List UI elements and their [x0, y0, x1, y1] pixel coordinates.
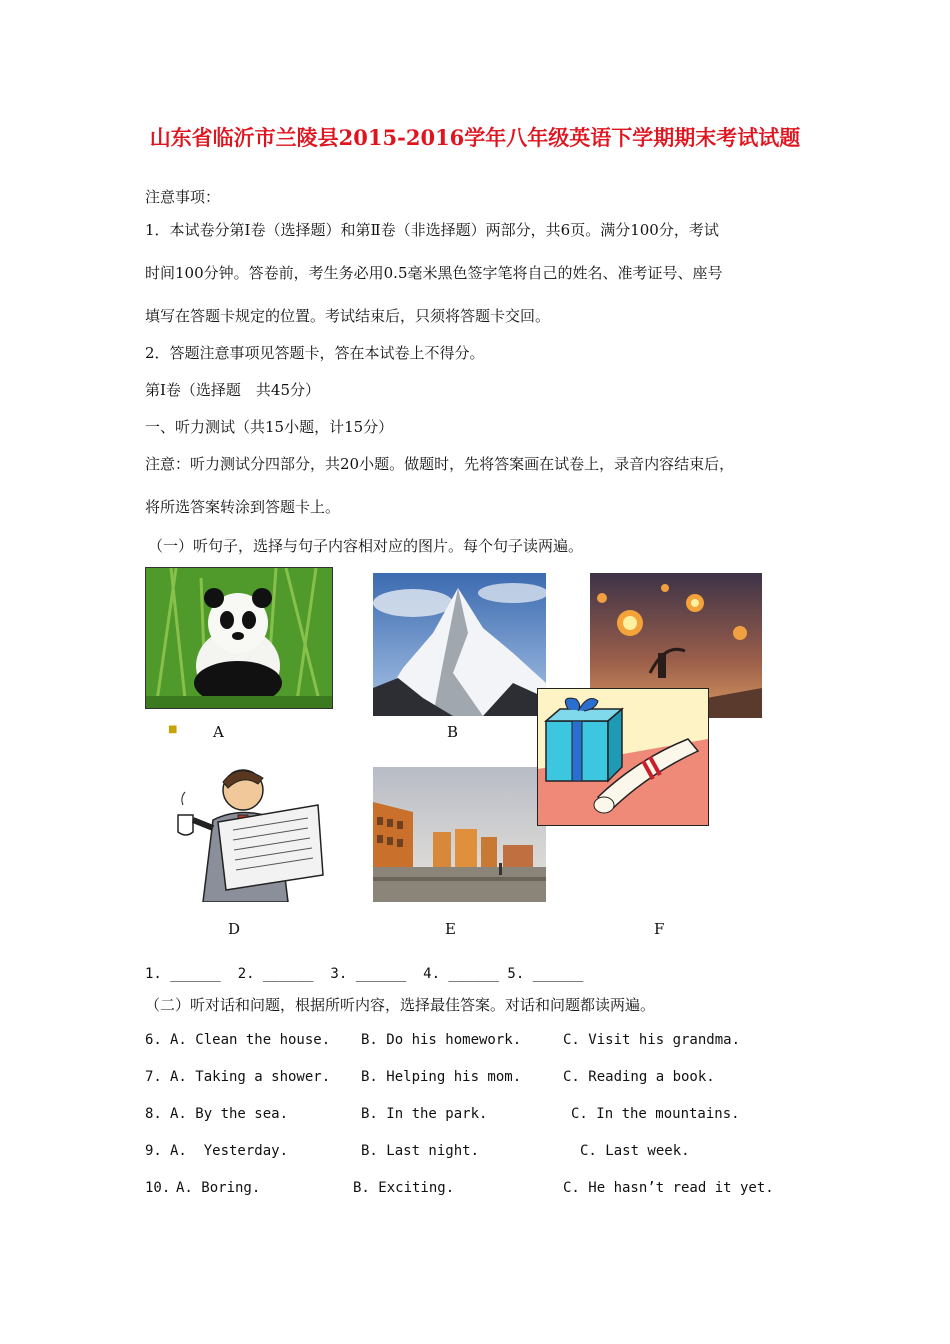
answer-blanks: 1. ______ 2. ______ 3. ______ 4. ______ 5. ______	[145, 966, 584, 982]
option-a: A. Boring.	[176, 1180, 261, 1196]
picture-label-f: F	[654, 920, 665, 938]
option-c: C. Last week.	[580, 1143, 690, 1159]
notice-heading: 注意事项：	[145, 188, 221, 206]
section-1-heading: 一、听力测试（共15小题，计15分）	[145, 418, 394, 436]
gift-diploma-image	[537, 688, 709, 826]
notice-item-1-line-1: 1．本试卷分第Ⅰ卷（选择题）和第Ⅱ卷（非选择题）两部分，共6页。满分100分，考试	[145, 221, 719, 239]
option-b: B. Last night.	[361, 1143, 480, 1159]
option-a: A. Clean the house.	[170, 1032, 331, 1048]
notice-item-2: 2．答题注意事项见答题卡，答在本试卷上不得分。	[145, 344, 485, 362]
option-a: A. Yesterday.	[170, 1143, 289, 1159]
panda-image	[145, 567, 333, 709]
option-b: B. Exciting.	[353, 1180, 455, 1196]
question-number: 9.	[145, 1143, 162, 1159]
option-c: C. Visit his grandma.	[563, 1032, 741, 1048]
picture-label-d: D	[228, 920, 241, 938]
section-1-note-line-2: 将所选答案转涂到答题卡上。	[145, 498, 341, 516]
question-number: 6.	[145, 1032, 162, 1048]
section-1-note-line-1: 注意：听力测试分四部分，共20小题。做题时，先将答案画在试卷上，录音内容结束后，	[145, 455, 735, 473]
question-number: 7.	[145, 1069, 162, 1085]
document-title: 山东省临沂市兰陵县2015-2016学年八年级英语下学期期末考试试题	[149, 125, 801, 150]
option-a: A. By the sea.	[170, 1106, 289, 1122]
man-newspaper-image	[158, 760, 328, 902]
option-c: C. He hasn’t read it yet.	[563, 1180, 774, 1196]
sub-2-heading: （二）听对话和问题，根据所听内容，选择最佳答案。对话和问题都读两遍。	[145, 996, 656, 1014]
option-b: B. Do his homework.	[361, 1032, 522, 1048]
notice-item-1-line-2: 时间100分钟。答卷前，考生务必用0.5毫米黑色签字笔将自己的姓名、准考证号、座号	[145, 264, 723, 282]
option-b: B. In the park.	[361, 1106, 488, 1122]
option-c: C. In the mountains.	[571, 1106, 740, 1122]
question-number: 8.	[145, 1106, 162, 1122]
sub-1-heading: （一）听句子，选择与句子内容相对应的图片。每个句子读两遍。	[148, 537, 584, 555]
picture-label-e: E	[445, 920, 456, 938]
option-b: B. Helping his mom.	[361, 1069, 522, 1085]
campus-image	[373, 767, 546, 902]
picture-label-b: B	[447, 723, 459, 741]
question-number: 10.	[145, 1180, 171, 1196]
picture-label-a: A	[213, 723, 224, 741]
notice-item-1-line-3: 填写在答题卡规定的位置。考试结束后，只须将答题卡交回。	[145, 307, 551, 325]
option-c: C. Reading a book.	[563, 1069, 715, 1085]
part-1-heading: 第Ⅰ卷（选择题 共45分）	[145, 381, 321, 399]
option-a: A. Taking a shower.	[170, 1069, 331, 1085]
mountain-image	[373, 573, 546, 716]
picture-a-mark: ■	[168, 724, 178, 735]
